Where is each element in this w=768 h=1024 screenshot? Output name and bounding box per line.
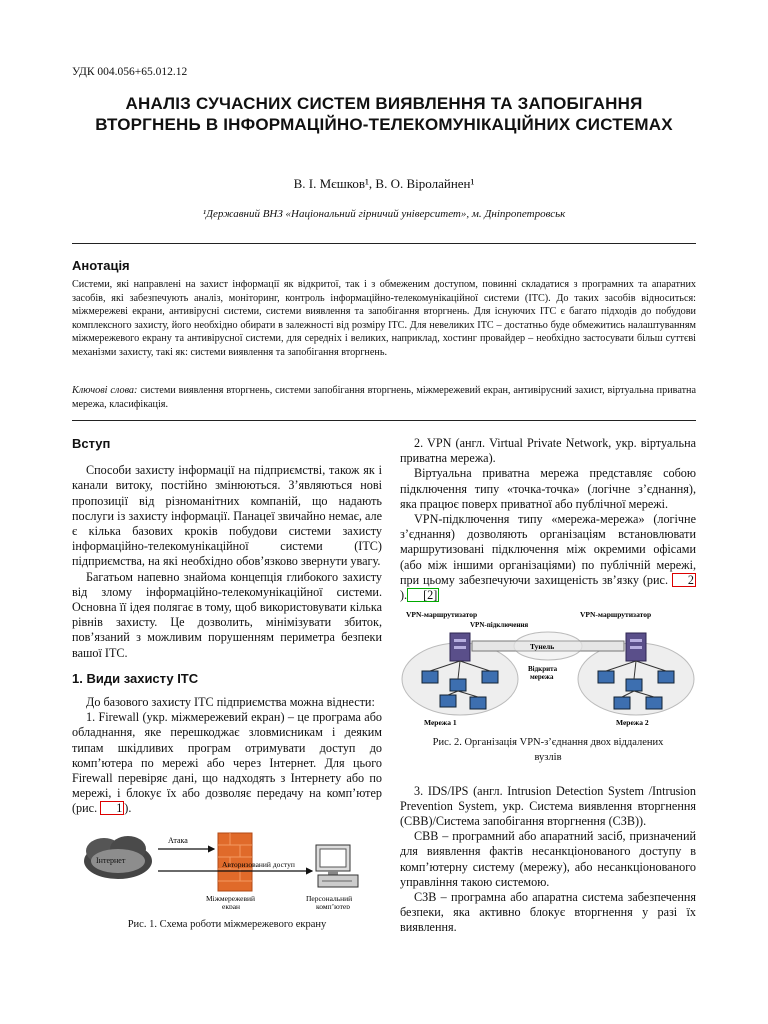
firewall-label-1: Міжмережевий [206, 893, 256, 903]
figure2-diagram [400, 611, 696, 729]
abstract-text: Системи, які направлені на захист інформації як відкритої, так і з обмеженим доступом, повинні складатися з програмних та апаратних засобів, які забезпечують аналіз, моніторинг, контроль інформаційно-телекомунікаційної системи (ІТС). До таких засобів відноситься: міжмережеві екрани, антивірусні системи, системи виявлення та запобігання вторгнень. Для існуючих ІТС є багато підходів до побудови комплексного захисту, його необхідно обирати в залежності від розміру ІТС. Для невеликих ІТС – достатньо буде обмежитись налаштуванням міжмережевого екрану та антивірусної системи, для середніх і великих, наприклад, хостинг провайдер – необхідно застосувати більш суттєві механізми захисту, такі як: системи виявлення та запобігання вторгнень. [72, 279, 696, 358]
vpn-text: VPN-підключення типу «мережа-мережа» (логічне з’єднання) дозволяють організаціям встановлювати маршрутизовані підключення між окремими офісами (або між іншими організаціями) по публічній мережі, при цьому забезпечуючи захищеність зв’язку (рис. [400, 512, 696, 587]
top-rule [72, 243, 696, 244]
attack-label: Атака [168, 835, 188, 845]
pc-label-2: комп’ютер [316, 901, 350, 909]
network2-label: Мережа 2 [616, 718, 649, 728]
figure2-caption [400, 735, 696, 765]
figure2-caption-line-2: вузлів [534, 752, 562, 764]
citation-2-link[interactable]: [2] [407, 588, 439, 602]
internet-label: Інтернет [96, 855, 126, 865]
figure1-reference-link[interactable]: 1 [100, 801, 124, 815]
left-column [72, 436, 382, 932]
firewall-label-2: екран [222, 901, 241, 909]
vpn-text-mid: ). [400, 588, 408, 603]
vpn-paragraph-3 [400, 512, 696, 603]
open-network-label-1: Відкрита [528, 665, 558, 674]
router-left-icon [450, 633, 470, 661]
open-network-label-2: мережа [530, 673, 554, 682]
section1-paragraph-1: До базового захисту ІТС підприємства можна віднести: [86, 695, 375, 710]
network1-label: Мережа 1 [424, 718, 457, 728]
authorized-label: Авторизований доступ [222, 859, 295, 869]
router-right-icon [626, 633, 646, 661]
vpn-link-label: VPN-підключення [470, 621, 529, 630]
right-column [400, 436, 696, 936]
figure1-caption: Рис. 1. Схема роботи міжмережевого екрану [127, 918, 327, 930]
personal-computer-icon [316, 845, 358, 887]
szv-paragraph: СЗВ – програмна або апаратна система забезпечення безпеки, яка активно блокує вторгнення у разі їх виявлення. [400, 890, 696, 935]
section1-heading: 1. Види захисту ІТС [72, 670, 199, 686]
svv-paragraph: СВВ – програмний або апаратний засіб, призначений для виявлення фактів несанкціонованого доступу в комп’ютерну систему (мережу), або несанкціонованого управління такою системою. [400, 829, 696, 889]
keywords [72, 384, 696, 411]
vpn-paragraph-1: 2. VPN (англ. Virtual Private Network, укр. віртуальна приватна мережа). [400, 436, 696, 466]
intro-paragraph-1: Способи захисту інформації на підприємстві, також як і канали витоку, постійно змінюються. З’являються нові пропозиції від різноманітних компаній, що надають послуги із захисту інформації. Панацеї звичайно немає, але є кілька базових кроків побудови системи захисту інформаційно-телекомунікаційної системи (ІТС) підприємства, на які необхідно обов’язково звернути увагу. [72, 463, 382, 569]
figure1-diagram [72, 827, 382, 909]
section1-paragraph-2 [72, 710, 382, 816]
bottom-rule [72, 420, 696, 421]
router-right-label: VPN-маршрутизатор [580, 611, 652, 620]
figure1 [72, 827, 382, 909]
firewall-text-end: ). [124, 801, 132, 816]
figure2-caption-line-1: Рис. 2. Організація VPN-з’єднання двох віддалених [432, 737, 664, 749]
intro-heading: Вступ [72, 436, 111, 451]
authors: В. І. Мєшков¹, В. О. Віролайнен¹ [293, 176, 475, 191]
figure2-reference-link[interactable]: 2 [672, 573, 696, 587]
intro-paragraph-2: Багатьом напевно знайома концепція глибокого захисту від злому інформаційно-телекомунікаційної системи. Основна її ідея полягає в тому, щоб використовувати кілька рівнів захисту. Це дозволить, мінімізувати збиток, пов’язаний з можливим порушенням периметра безпеки вашої ІТС. [72, 569, 382, 660]
abstract-heading: Анотація [72, 258, 130, 273]
keywords-list: системи виявлення вторгнень, системи запобігання вторгнень, міжмережевий екран, антивірусний захист, віртуальна приватна мережа, класифікація. [72, 385, 697, 410]
paper-title: АНАЛІЗ СУЧАСНИХ СИСТЕМ ВИЯВЛЕННЯ ТА ЗАПОБІГАННЯ ВТОРГНЕНЬ В ІНФОРМАЦІЙНО-ТЕЛЕКОМУНІКАЦІЙНИХ СИСТЕМАХ [95, 94, 673, 134]
pc-label-1: Персональний [306, 893, 353, 903]
figure2 [400, 611, 696, 729]
firewall-text: 1. Firewall (укр. міжмережевий екран) – це програма або обладнання, яке перешкоджає зловмисникам і деяким типам шкідливих програм отримувати доступ до комп’ютера по мережі або через Інтернет. Для цього Firewall перевіряє дані, що надходять з Інтернету або по мережі, і блокує їх або дозволяє передачу на комп’ютер (рис. [72, 710, 382, 816]
ids-paragraph: 3. IDS/IPS (англ. Intrusion Detection System /Intrusion Prevention System, укр. Система виявлення вторгнення (СВВ)/Система запобігання вторгнення (СЗВ)). [400, 783, 696, 829]
spacer [400, 766, 696, 784]
udk-code: УДК 004.056+65.012.12 [72, 66, 188, 78]
router-left-label: VPN-маршрутизатор [406, 611, 478, 620]
vpn-paragraph-2: Віртуальна приватна мережа представляє собою підключення типу «точка-точка» (логічне з’єднання), яка працює поверх приватної або публічної мережі. [400, 466, 696, 511]
affiliation: ¹Державний ВНЗ «Національний гірничий університет», м. Дніпропетровськ [202, 208, 566, 220]
keywords-label: Ключові слова: [72, 385, 138, 396]
tunnel-label: Тунель [530, 642, 555, 652]
